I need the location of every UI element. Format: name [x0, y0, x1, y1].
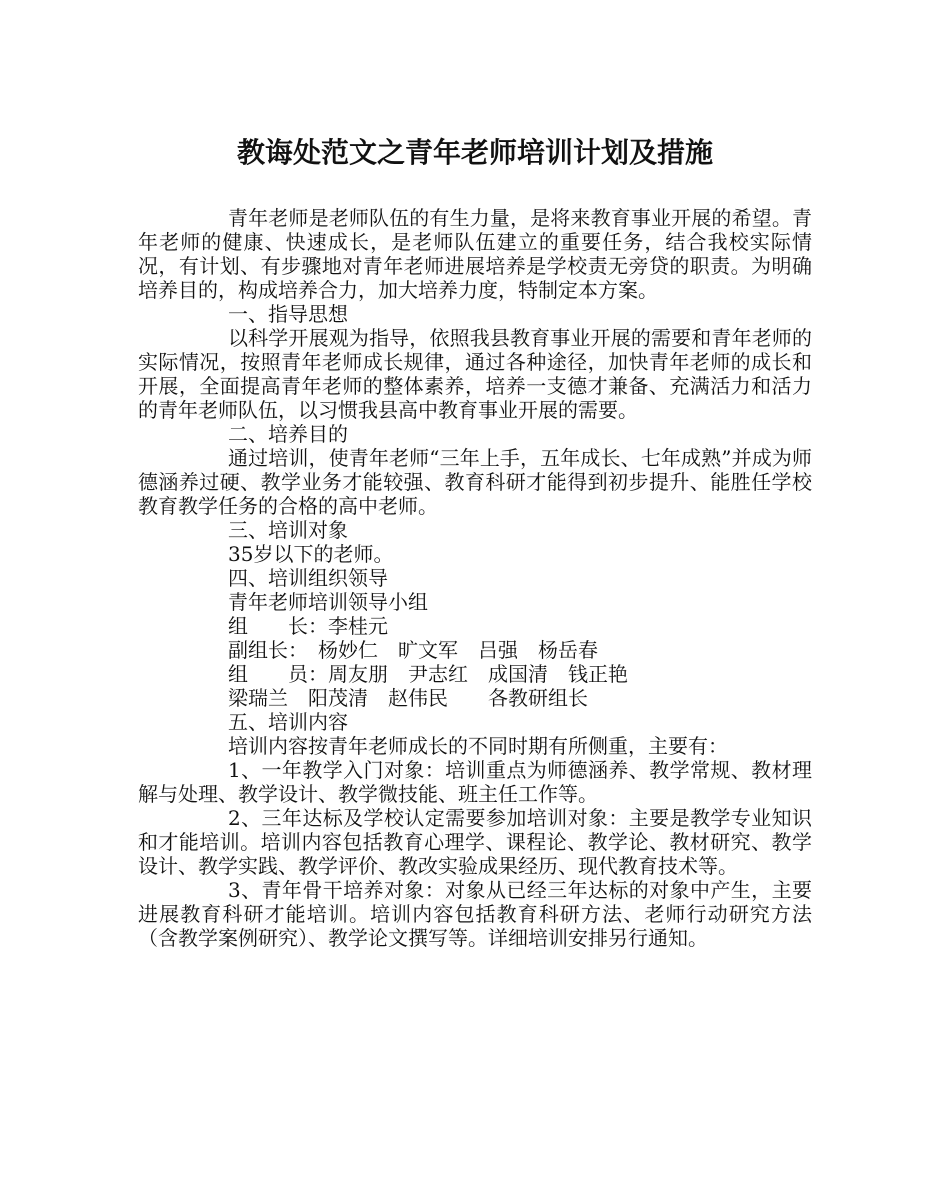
group-name: 青年老师培训领导小组	[228, 590, 428, 614]
members-line-2: 梁瑞兰 阳茂清 赵伟民 各教研组长	[228, 686, 588, 710]
content-item: 1、一年教学入门对象：培训重点为师德涵养、教学常规、教材理解与处理、教学设计、教学微技能、班主任工作等。	[138, 758, 812, 806]
leader-line: 组 长：李桂元	[228, 614, 388, 638]
section-paragraph: 通过培训，使青年老师“三年上手，五年成长、七年成熟”并成为师德涵养过硬、教学业务才能较强、教育科研才能得到初步提升、能胜任学校教育教学任务的合格的高中老师。	[138, 446, 812, 518]
document-body	[138, 206, 812, 950]
section-heading: 一、指导思想	[228, 302, 348, 326]
section-intro: 培训内容按青年老师成长的不同时期有所侧重，主要有：	[228, 734, 728, 758]
section-heading: 四、培训组织领导	[228, 566, 388, 590]
content-item: 2、三年达标及学校认定需要参加培训对象：主要是教学专业知识和才能培训。培训内容包括教育心理学、课程论、教学论、教材研究、教学设计、教学实践、教学评价、教改实验成果经历、现代教育技术等。	[138, 806, 812, 878]
section-heading: 五、培训内容	[228, 710, 348, 734]
document-title: 教诲处范文之青年老师培训计划及措施	[236, 136, 713, 169]
members-line: 组 员：周友朋 尹志红 成国清 钱正艳	[228, 662, 628, 686]
section-paragraph: 35岁以下的老师。	[228, 542, 394, 566]
section-heading: 二、培养目的	[228, 422, 348, 446]
deputy-line: 副组长： 杨妙仁 旷文军 吕强 杨岳春	[228, 638, 598, 662]
intro-paragraph: 青年老师是老师队伍的有生力量，是将来教育事业开展的希望。青年老师的健康、快速成长，是老师队伍建立的重要任务，结合我校实际情况，有计划、有步骤地对青年老师进展培养是学校责无旁贷的职责。为明确培养目的，构成培养合力，加大培养力度，特制定本方案。	[138, 206, 812, 302]
section-paragraph: 以科学开展观为指导，依照我县教育事业开展的需要和青年老师的实际情况，按照青年老师成长规律，通过各种途径，加快青年老师的成长和开展，全面提高青年老师的整体素养，培养一支德才兼备、充满活力和活力的青年老师队伍，以习惯我县高中教育事业开展的需要。	[138, 326, 812, 422]
content-item: 3、青年骨干培养对象：对象从已经三年达标的对象中产生，主要进展教育科研才能培训。培训内容包括教育科研方法、老师行动研究方法（含教学案例研究）、教学论文撰写等。详细培训安排另行通知。	[138, 878, 812, 950]
section-heading: 三、培训对象	[228, 518, 348, 542]
